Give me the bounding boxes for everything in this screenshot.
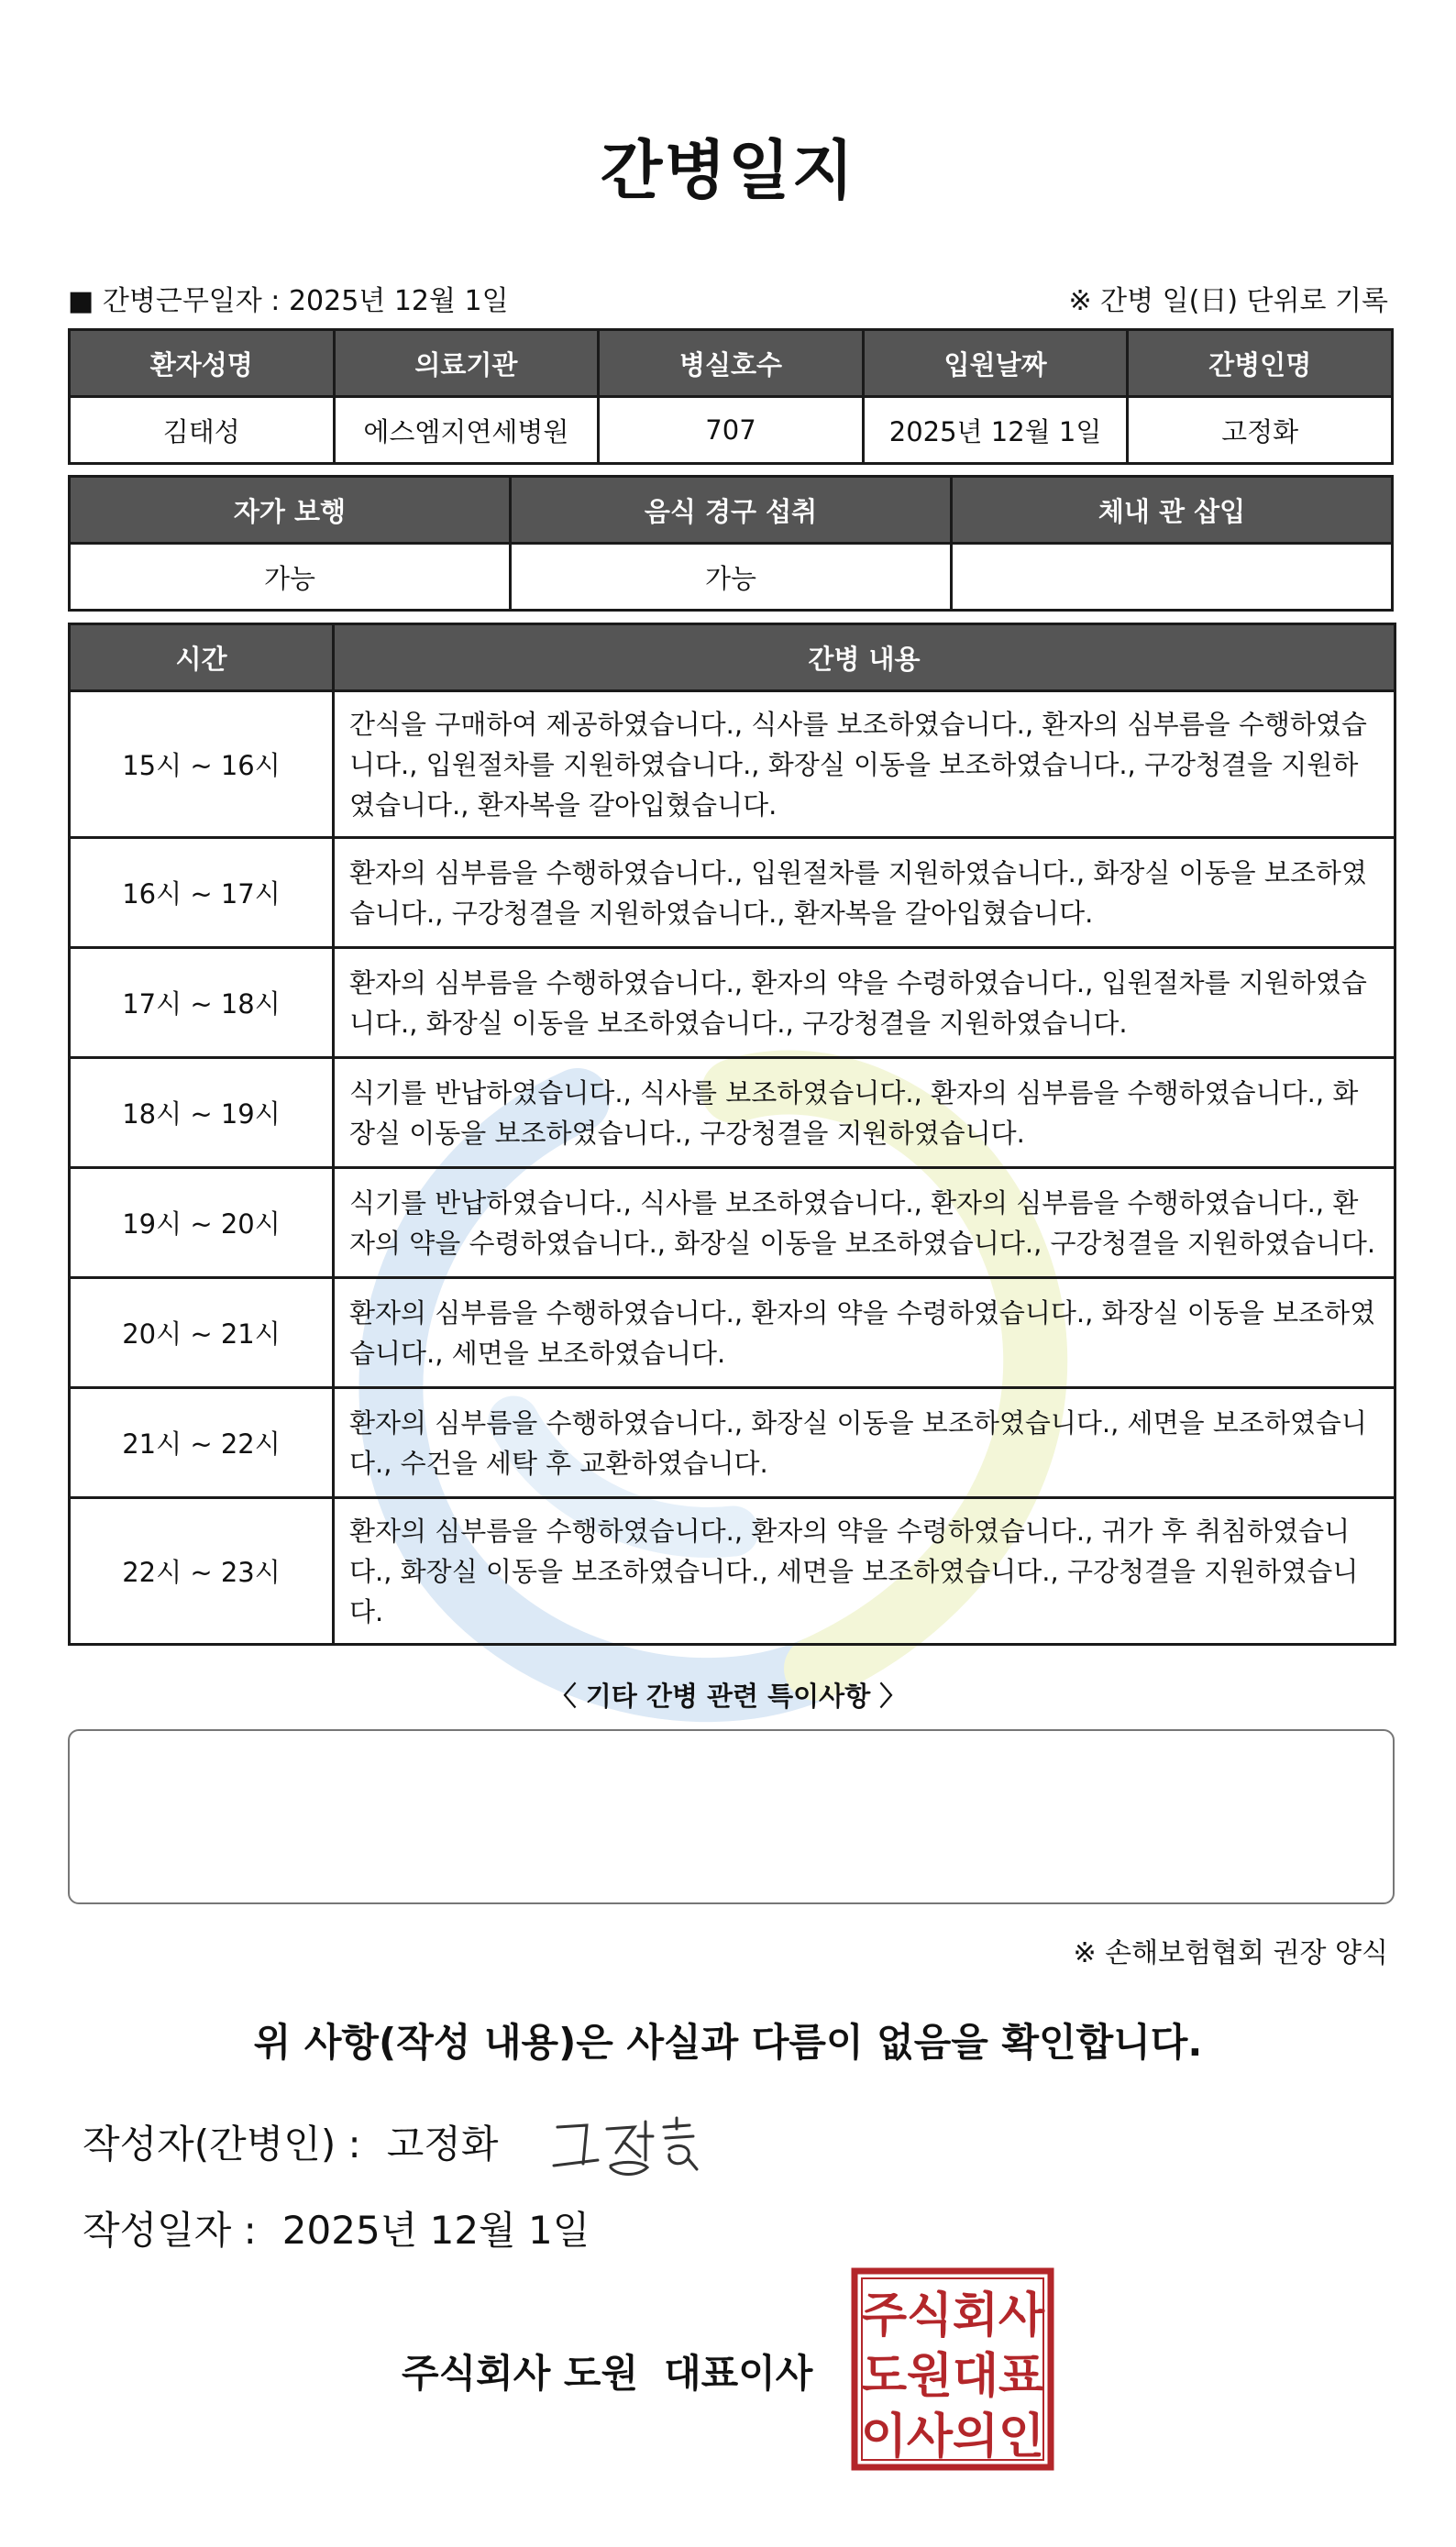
write-date-line xyxy=(83,2200,590,2255)
room-number: 707 xyxy=(599,397,864,464)
seal-char: 식 xyxy=(906,2288,954,2343)
confirmation-statement: 위 사항(작성 내용)은 사실과 다름이 없음을 확인합니다. xyxy=(253,2020,1203,2065)
form-note: ※ 손해보험협회 권장 양식 xyxy=(1073,1937,1388,1969)
special-notes-box xyxy=(68,1729,1395,1904)
handwritten-signature xyxy=(550,2109,706,2182)
header-care-content: 간병 내용 xyxy=(334,624,1395,691)
header-hospital: 의료기관 xyxy=(334,330,599,397)
work-date-value: 2025년 12월 1일 xyxy=(288,285,509,317)
seal-char: 회 xyxy=(952,2288,999,2343)
seal-char: 의 xyxy=(952,2409,999,2464)
company-name: 주식회사 도원 xyxy=(402,2351,639,2396)
table-row xyxy=(70,691,1395,838)
self-walking: 가능 xyxy=(70,544,511,611)
log-content: 환자의 심부름을 수행하였습니다., 환자의 약을 수령하였습니다., 귀가 후 취침하였습니다., 화장실 이동을 보조하였습니다., 세면을 보조하였습니다., 구강청결을 지원하였습니다. xyxy=(334,1498,1395,1645)
write-date-label: 작성일자 : xyxy=(83,2208,257,2253)
work-date-label: ■ 간병근무일자 : xyxy=(68,285,281,317)
hospital: 에스엠지연세병원 xyxy=(334,397,599,464)
table-row xyxy=(70,1498,1395,1645)
log-time: 18시 ~ 19시 xyxy=(70,1058,334,1168)
patient-name: 김태성 xyxy=(70,397,335,464)
header-patient-name: 환자성명 xyxy=(70,330,335,397)
log-content: 식기를 반납하였습니다., 식사를 보조하였습니다., 환자의 심부름을 수행하였습니다., 화장실 이동을 보조하였습니다., 구강청결을 지원하였습니다. xyxy=(334,1058,1395,1168)
log-content: 식기를 반납하였습니다., 식사를 보조하였습니다., 환자의 심부름을 수행하였습니다., 환자의 약을 수령하였습니다., 화장실 이동을 보조하였습니다., 구강청결을 지원하였습니다. xyxy=(334,1168,1395,1278)
special-notes-title: 〈 기타 간병 관련 특이사항 〉 xyxy=(549,1681,907,1712)
writer-name: 고정화 xyxy=(386,2122,499,2167)
seal-char: 표 xyxy=(998,2349,1045,2404)
log-time: 17시 ~ 18시 xyxy=(70,948,334,1058)
oral-intake: 가능 xyxy=(511,544,952,611)
log-content: 환자의 심부름을 수행하였습니다., 환자의 약을 수령하였습니다., 입원절차를 지원하였습니다., 화장실 이동을 보조하였습니다., 구강청결을 지원하였습니다. xyxy=(334,948,1395,1058)
seal-char: 주 xyxy=(860,2288,908,2343)
table-row xyxy=(70,1168,1395,1278)
company-seal-stamp xyxy=(851,2267,1054,2471)
header-room: 병실호수 xyxy=(599,330,864,397)
caregiver-name: 고정화 xyxy=(1128,397,1393,464)
header-self-walking: 자가 보행 xyxy=(70,477,511,544)
writer-label: 작성자(간병인) : xyxy=(83,2122,361,2167)
log-time: 19시 ~ 20시 xyxy=(70,1168,334,1278)
log-content: 환자의 심부름을 수행하였습니다., 입원절차를 지원하였습니다., 화장실 이동을 보조하였습니다., 구강청결을 지원하였습니다., 환자복을 갈아입혔습니다. xyxy=(334,838,1395,948)
header-time: 시간 xyxy=(70,624,334,691)
seal-char: 원 xyxy=(906,2349,954,2404)
patient-status-table xyxy=(68,475,1394,612)
write-date-value: 2025년 12월 1일 xyxy=(281,2208,590,2253)
log-content: 환자의 심부름을 수행하였습니다., 환자의 약을 수령하였습니다., 화장실 이동을 보조하였습니다., 세면을 보조하였습니다. xyxy=(334,1278,1395,1388)
seal-char: 이 xyxy=(860,2409,908,2464)
company-line xyxy=(402,2343,812,2398)
writer-line xyxy=(83,2114,498,2169)
company-role: 대표이사 xyxy=(664,2351,813,2396)
seal-char: 사 xyxy=(998,2288,1045,2343)
page-title: 간병일지 xyxy=(600,133,856,208)
work-date xyxy=(68,278,509,318)
log-time: 22시 ~ 23시 xyxy=(70,1498,334,1645)
header-caregiver: 간병인명 xyxy=(1128,330,1393,397)
header-admission-date: 입원날짜 xyxy=(863,330,1128,397)
seal-char: 인 xyxy=(998,2409,1045,2464)
log-content: 환자의 심부름을 수행하였습니다., 화장실 이동을 보조하였습니다., 세면을 보조하였습니다., 수건을 세탁 후 교환하였습니다. xyxy=(334,1388,1395,1498)
table-row xyxy=(70,838,1395,948)
patient-info-table xyxy=(68,328,1394,465)
log-content: 간식을 구매하여 제공하였습니다., 식사를 보조하였습니다., 환자의 심부름을 수행하였습니다., 입원절차를 지원하였습니다., 화장실 이동을 보조하였습니다., 구강청결을 지원하였습니다., 환자복을 갈아입혔습니다. xyxy=(334,691,1395,838)
table-row xyxy=(70,1058,1395,1168)
admission-date: 2025년 12월 1일 xyxy=(863,397,1128,464)
log-time: 21시 ~ 22시 xyxy=(70,1388,334,1498)
seal-char: 도 xyxy=(860,2349,908,2404)
table-row xyxy=(70,1388,1395,1498)
log-time: 20시 ~ 21시 xyxy=(70,1278,334,1388)
seal-char: 사 xyxy=(906,2409,954,2464)
header-oral-intake: 음식 경구 섭취 xyxy=(511,477,952,544)
seal-char: 대 xyxy=(952,2349,999,2404)
log-time: 15시 ~ 16시 xyxy=(70,691,334,838)
special-notes-content xyxy=(70,1731,1393,1757)
log-time: 16시 ~ 17시 xyxy=(70,838,334,948)
header-tube-insertion: 체내 관 삽입 xyxy=(952,477,1393,544)
table-row xyxy=(70,948,1395,1058)
table-row xyxy=(70,1278,1395,1388)
tube-insertion xyxy=(952,544,1393,611)
unit-note: ※ 간병 일(日) 단위로 기록 xyxy=(1068,285,1388,317)
care-log-table xyxy=(68,623,1396,1646)
